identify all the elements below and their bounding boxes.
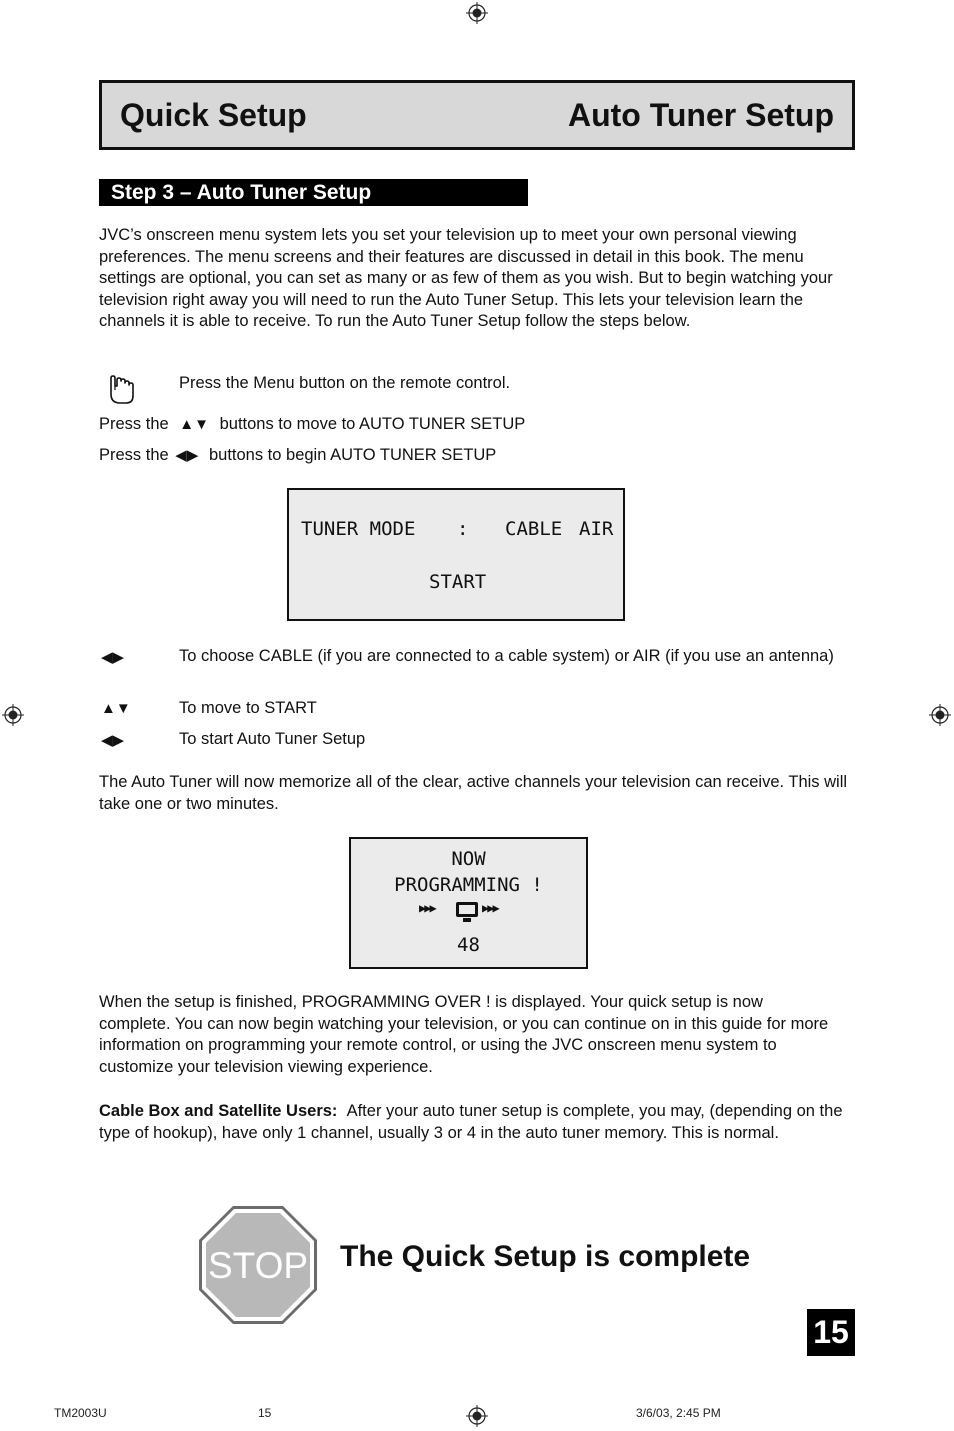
stop-sign-icon [198, 1205, 318, 1325]
left-right-arrows-icon: ◀▶ [101, 732, 125, 749]
page-number-badge: 15 [807, 1309, 855, 1356]
registration-mark-icon [466, 2, 488, 24]
begin-instruction [99, 445, 496, 466]
left-right-arrows-icon: ◀▶ [175, 447, 199, 464]
tuner-mode-screen [287, 488, 625, 621]
option-cable: CABLE [505, 518, 563, 540]
channel-number: 48 [457, 934, 480, 956]
stop-sign-text: STOP [207, 1245, 309, 1286]
footer-doc-code: TM2003U [54, 1406, 107, 1420]
programming-screen [349, 837, 588, 969]
now-label: NOW [451, 848, 486, 870]
key-description: To move to START [179, 699, 317, 717]
move-instruction [99, 414, 525, 435]
progress-arrows-icon: ▶▶▶ [482, 901, 498, 915]
registration-mark-icon [2, 704, 24, 726]
footer-page: 15 [258, 1406, 272, 1420]
menu-instruction: Press the Menu button on the remote control. [179, 374, 511, 392]
hand-press-icon [102, 372, 138, 406]
key-description: To choose CABLE (if you are connected to a cable system) or AIR (if you use an antenna) [179, 647, 834, 665]
header-section-title: Quick Setup [120, 97, 307, 133]
footer-timestamp: 3/6/03, 2:45 PM [636, 1406, 721, 1420]
intro-paragraph: JVC’s onscreen menu system lets you set your television up to meet your own personal viewing preferences. The menu screens and their features are discussed in detail in this book. The menu settings are optional, you can set as many or as few of them as you wish. But to begin watching your television right away you will need to run the Auto Tuner Setup. This lets your television learn the channels it is able to receive. To run the Auto Tuner Setup follow the steps below. [99, 226, 833, 330]
cable-note [99, 1101, 854, 1144]
memorize-paragraph: The Auto Tuner will now memorize all of the clear, active channels your television can receive. This will take one or two minutes. [99, 773, 848, 813]
left-right-arrows-icon: ◀▶ [101, 649, 125, 666]
progress-arrows-icon: ▶▶▶ [419, 901, 435, 915]
option-air: AIR [579, 518, 614, 540]
key-description: To start Auto Tuner Setup [179, 730, 366, 748]
registration-mark-icon [466, 1405, 488, 1427]
up-down-arrows-icon: ▲▼ [101, 700, 131, 717]
tuner-mode-label: TUNER MODE [301, 518, 416, 540]
up-down-arrows-icon: ▲▼ [179, 416, 209, 433]
tuner-mode-colon: : [457, 518, 469, 540]
move-instruction-text: buttons to move to AUTO TUNER SETUP [219, 415, 526, 433]
press-the-label: Press the [99, 415, 169, 433]
header-page-title: Auto Tuner Setup [567, 97, 834, 133]
start-option: START [429, 571, 487, 593]
page-header [99, 80, 855, 150]
registration-mark-icon [929, 704, 951, 726]
cable-note-label: Cable Box and Satellite Users: [99, 1102, 338, 1120]
press-the-label: Press the [99, 446, 169, 464]
begin-instruction-text: buttons to begin AUTO TUNER SETUP [208, 446, 497, 464]
step-heading: Step 3 – Auto Tuner Setup [99, 179, 528, 206]
cable-note-text: After your auto tuner setup is complete, you may, (depending on the type of hookup), have only 1 channel, usually 3 or 4 in the auto tuner memory. This is normal. [99, 1102, 843, 1142]
finished-paragraph: When the setup is finished, PROGRAMMING OVER ! is displayed. Your quick setup is now complete. You can now begin watching your television, or you can continue on in this guide for more information on programming your remote control, or using the JVC onscreen menu system to customize your television viewing experience. [99, 993, 829, 1076]
tv-icon [455, 901, 479, 923]
setup-complete-message: The Quick Setup is complete [340, 1240, 751, 1273]
progress-indicator [419, 901, 519, 925]
programming-label: PROGRAMMING ! [394, 874, 543, 896]
